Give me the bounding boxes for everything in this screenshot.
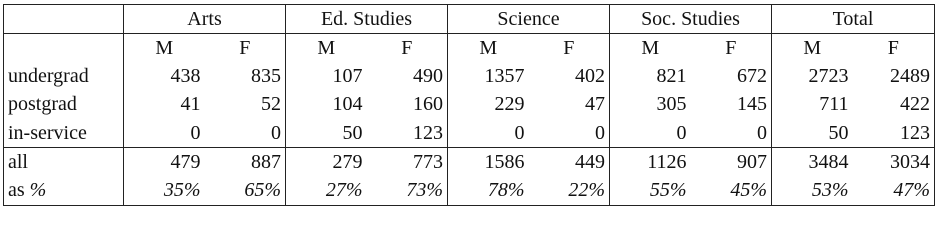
subheader-f: F — [239, 37, 251, 60]
corner-cell — [4, 5, 124, 34]
subheader-m: M — [448, 34, 529, 63]
cell: 449 — [529, 148, 610, 177]
cell: 123 — [413, 121, 444, 144]
cell: 479 — [124, 148, 205, 177]
subheader-m: M — [772, 34, 853, 63]
table-row — [4, 177, 935, 206]
row-label: undergrad — [4, 63, 124, 91]
cell: 47 — [585, 93, 606, 116]
subheader-m: M — [124, 34, 205, 63]
cell: 27% — [286, 177, 367, 206]
cell: 0 — [271, 121, 282, 144]
cell: 35% — [124, 177, 205, 206]
enrollment-table — [3, 4, 935, 206]
group-header-row — [4, 5, 935, 34]
row-label: in-service — [4, 119, 124, 148]
cell: 107 — [286, 63, 367, 91]
cell: 0 — [757, 121, 768, 144]
cell: 22% — [529, 177, 610, 206]
cell: 55% — [610, 177, 691, 206]
subheader-f: F — [853, 34, 935, 63]
cell: 104 — [286, 91, 367, 119]
cell: 3484 — [772, 148, 853, 177]
table-row — [4, 91, 935, 119]
group-total: Total — [772, 5, 935, 34]
cell: 0 — [595, 121, 606, 144]
cell: 229 — [448, 91, 529, 119]
cell: 835 — [251, 65, 282, 88]
cell: 1586 — [448, 148, 529, 177]
cell: 711 — [772, 91, 853, 119]
cell: 47% — [853, 177, 935, 206]
cell: 45% — [691, 177, 772, 206]
cell: 422 — [853, 91, 935, 119]
table-row — [4, 119, 935, 148]
subheader-m: M — [286, 34, 367, 63]
cell: 305 — [610, 91, 691, 119]
table-row — [4, 63, 935, 91]
cell: 73% — [367, 177, 448, 206]
row-label-percent-sign: % — [29, 179, 47, 202]
cell: 279 — [286, 148, 367, 177]
cell: 490 — [413, 65, 444, 88]
cell: 65% — [205, 177, 286, 206]
group-ed-studies: Ed. Studies — [286, 5, 448, 34]
cell: 53% — [772, 177, 853, 206]
cell: 1126 — [610, 148, 691, 177]
cell: 145 — [737, 93, 768, 116]
row-label-prefix: as — [8, 179, 30, 202]
subheader-row — [4, 34, 935, 63]
cell: 2489 — [853, 63, 935, 91]
row-label: all — [4, 148, 124, 177]
cell: 0 — [610, 119, 691, 148]
cell: 402 — [575, 65, 606, 88]
cell: 907 — [691, 148, 772, 177]
cell: 887 — [205, 148, 286, 177]
subheader-f: F — [563, 37, 575, 60]
subheader-m: M — [610, 34, 691, 63]
cell: 0 — [448, 119, 529, 148]
cell: 2723 — [772, 63, 853, 91]
cell: 773 — [367, 148, 448, 177]
subheader-label-cell — [4, 34, 124, 63]
subheader-f: F — [725, 37, 737, 60]
cell: 50 — [286, 119, 367, 148]
cell: 52 — [261, 93, 282, 116]
cell: 438 — [124, 63, 205, 91]
cell: 1357 — [448, 63, 529, 91]
cell: 78% — [448, 177, 529, 206]
cell: 672 — [737, 65, 768, 88]
cell: 0 — [124, 119, 205, 148]
subheader-f: F — [401, 37, 413, 60]
cell: 821 — [610, 63, 691, 91]
row-label: postgrad — [4, 91, 124, 119]
cell: 160 — [413, 93, 444, 116]
group-soc-studies: Soc. Studies — [610, 5, 772, 34]
cell: 3034 — [853, 148, 935, 177]
cell: 41 — [124, 91, 205, 119]
group-science: Science — [448, 5, 610, 34]
row-label — [4, 177, 124, 206]
cell: 50 — [772, 119, 853, 148]
cell: 123 — [853, 119, 935, 148]
table-row — [4, 148, 935, 177]
group-arts: Arts — [124, 5, 286, 34]
